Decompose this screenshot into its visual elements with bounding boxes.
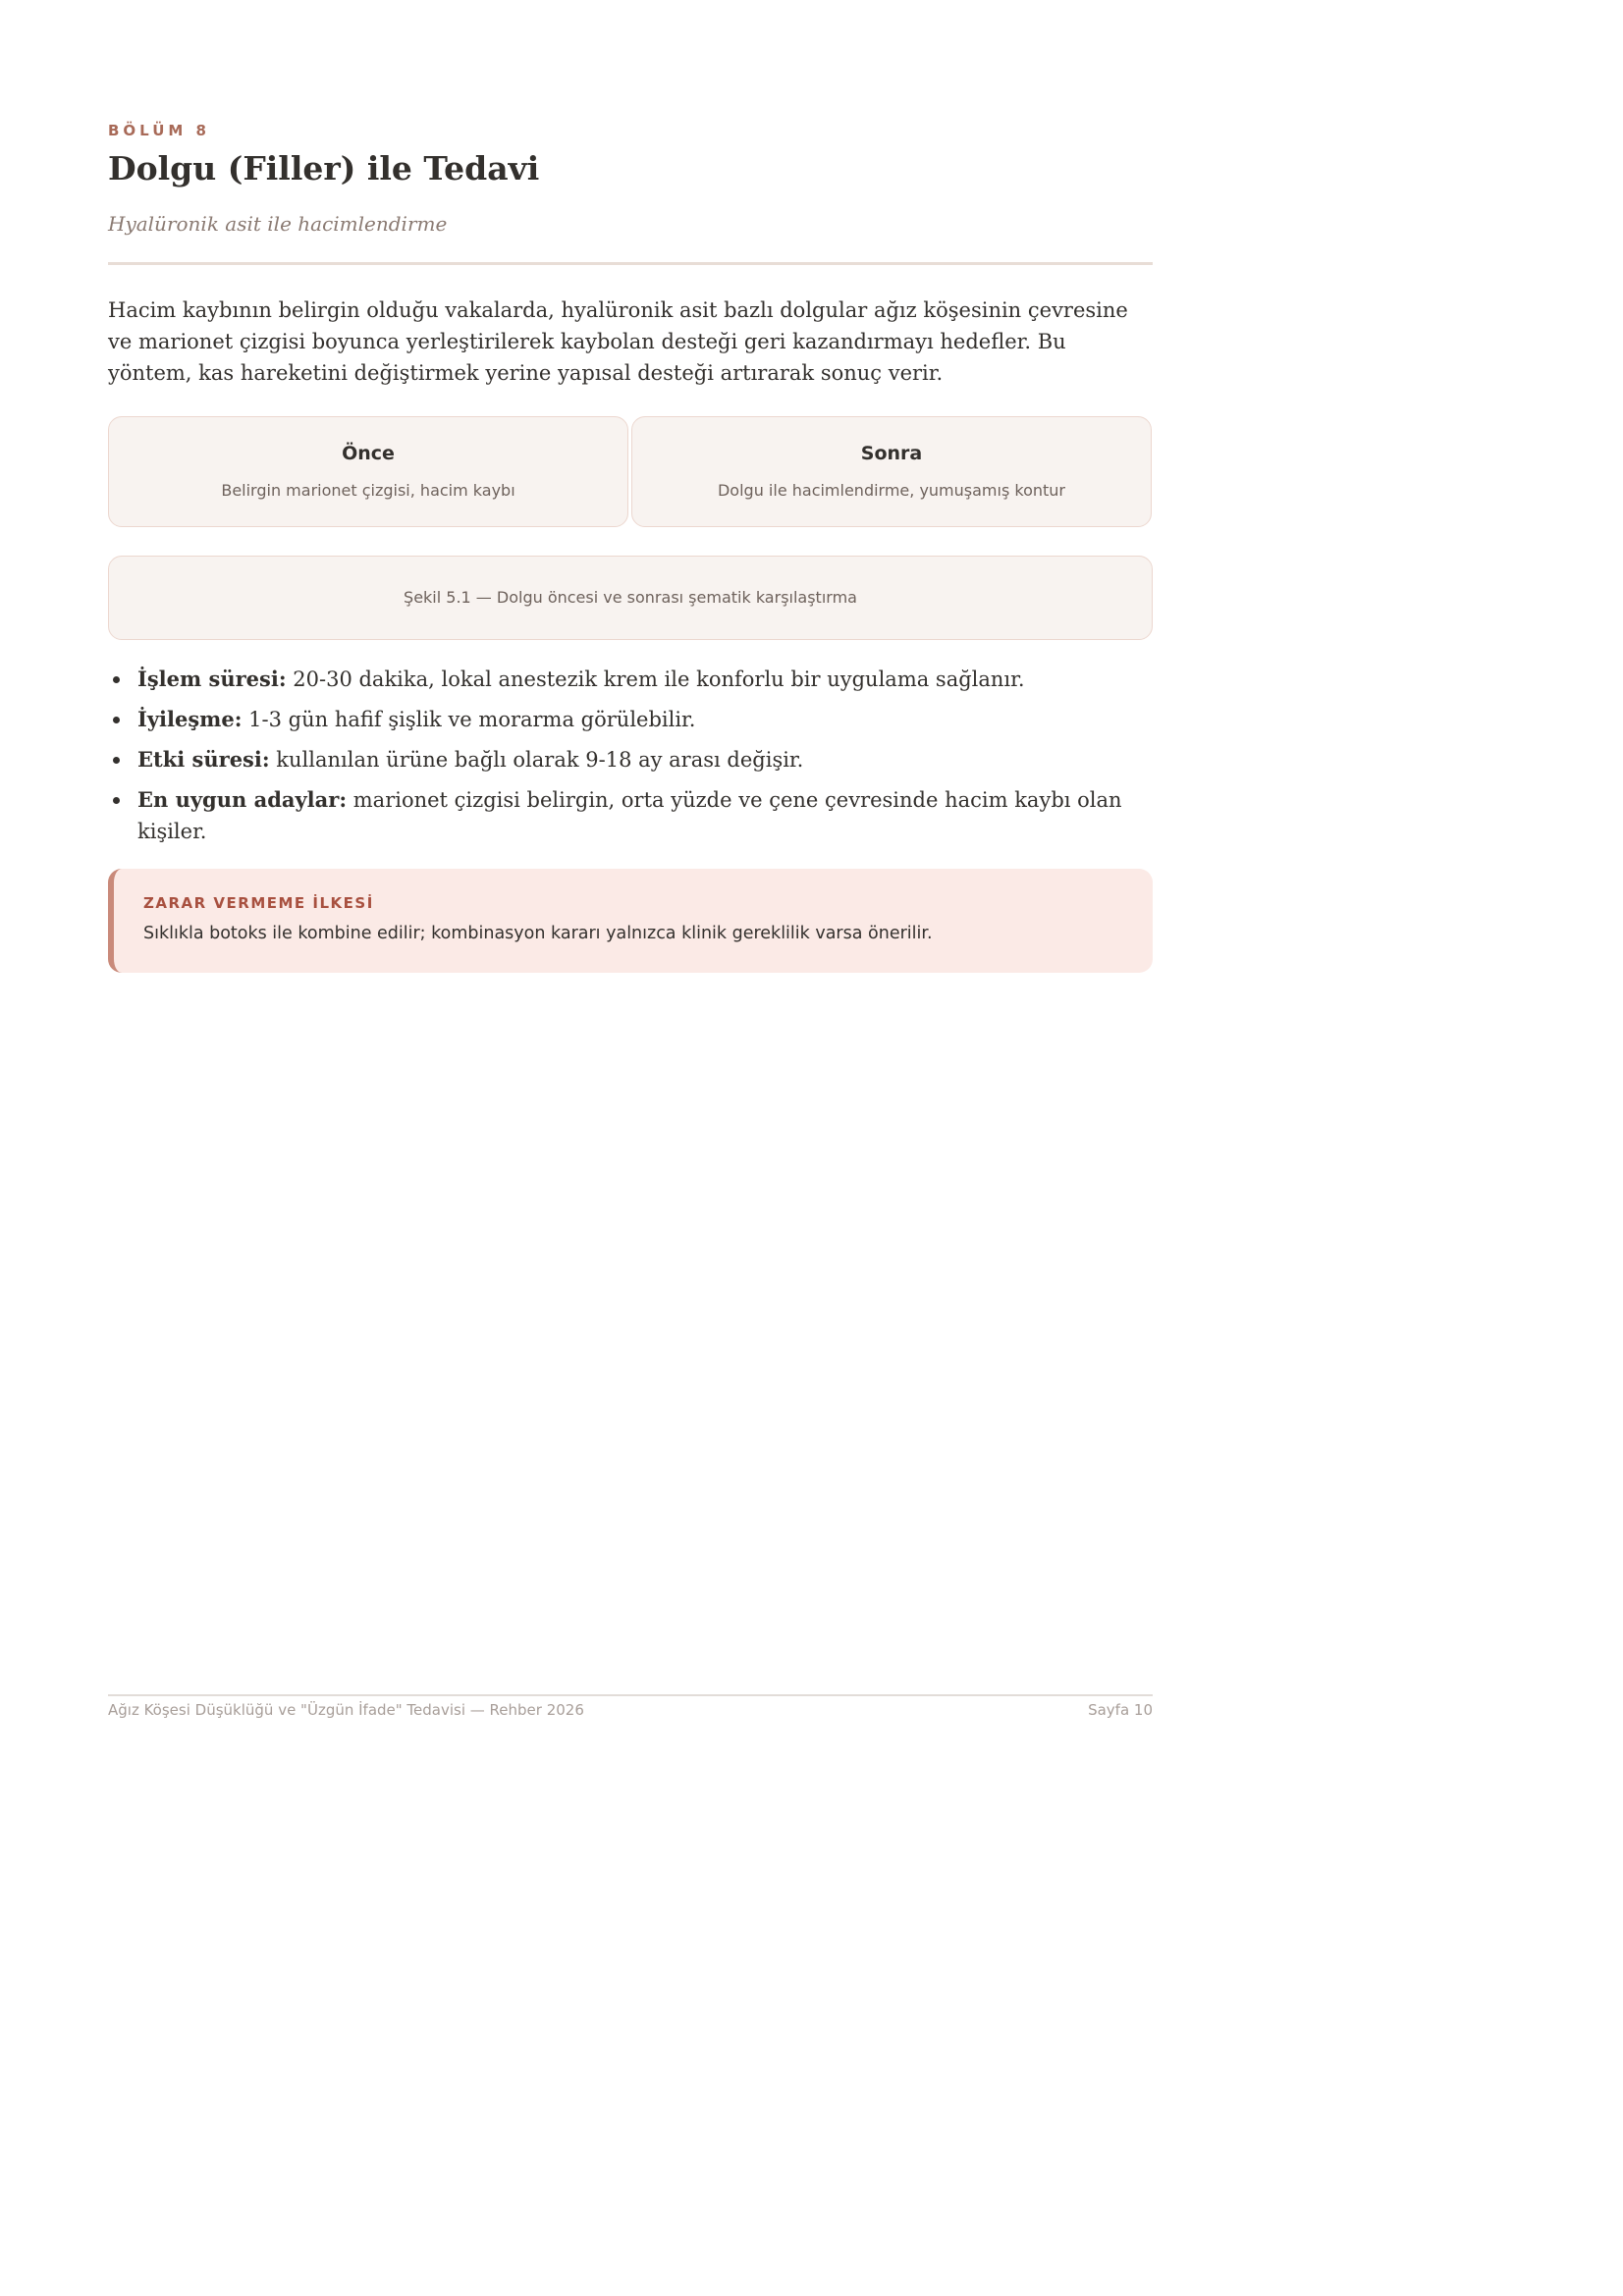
bullet-list [108,664,1153,856]
page-title: Dolgu (Filler) ile Tedavi [108,149,540,187]
principle-callout [108,869,1153,973]
list-item-text: kullanılan ürüne bağlı olarak 9-18 ay arası değişir. [269,748,804,772]
before-card [108,416,628,527]
page-subtitle: Hyalüronik asit ile hacimlendirme [108,212,448,236]
list-item-label: En uygun adaylar: [137,787,348,812]
footer-divider [108,1694,1153,1696]
list-item-label: İşlem süresi: [137,667,287,691]
list-item-text: 1-3 gün hafif şişlik ve morarma görülebilir. [242,708,696,731]
after-card-description: Dolgu ile hacimlendirme, yumuşamış kontur [717,481,1065,500]
after-card [631,416,1152,527]
before-card-description: Belirgin marionet çizgisi, hacim kaybı [221,481,515,500]
list-item [108,664,1153,695]
before-card-title: Önce [342,443,395,464]
bullet-dot [113,757,120,764]
footer-document-title: Ağız Köşesi Düşüklüğü ve "Üzgün İfade" Tedavisi — Rehber 2026 [108,1701,584,1719]
callout-title: ZARAR VERMEME İLKESİ [143,894,374,912]
footer-page-number: Sayfa 10 [1088,1701,1153,1719]
bullet-dot [113,717,120,723]
list-item-text: 20-30 dakika, lokal anestezik krem ile konforlu bir uygulama sağlanır. [286,667,1025,691]
after-card-title: Sonra [860,443,923,464]
before-after-comparison [108,416,1153,529]
list-item-text: marionet çizgisi belirgin, orta yüzde ve çene çevresinde hacim kaybı olan kişiler. [137,788,1122,843]
callout-text: Sıklıkla botoks ile kombine edilir; kombinasyon kararı yalnızca klinik gereklilik varsa önerilir. [143,924,933,943]
intro-paragraph: Hacim kaybının belirgin olduğu vakalarda, hyalüronik asit bazlı dolgular ağız köşesinin çevresine ve marionet çizgisi boyunca yerleştirilerek kaybolan desteği geri kazandırmayı hedefler. Bu yöntem, kas hareketini değiştirmek yerine yapısal desteği artırarak sonuç verir. [108,298,1128,385]
chapter-label: BÖLÜM 8 [108,122,210,139]
figure-caption: Şekil 5.1 — Dolgu öncesi ve sonrası şematik karşılaştırma [108,556,1153,640]
list-item-label: İyileşme: [137,707,243,731]
list-item [108,704,1153,735]
list-item [108,784,1153,847]
bullet-dot [113,676,120,683]
list-item-label: Etki süresi: [137,747,270,772]
bullet-dot [113,797,120,804]
list-item [108,744,1153,775]
header-divider [108,262,1153,265]
